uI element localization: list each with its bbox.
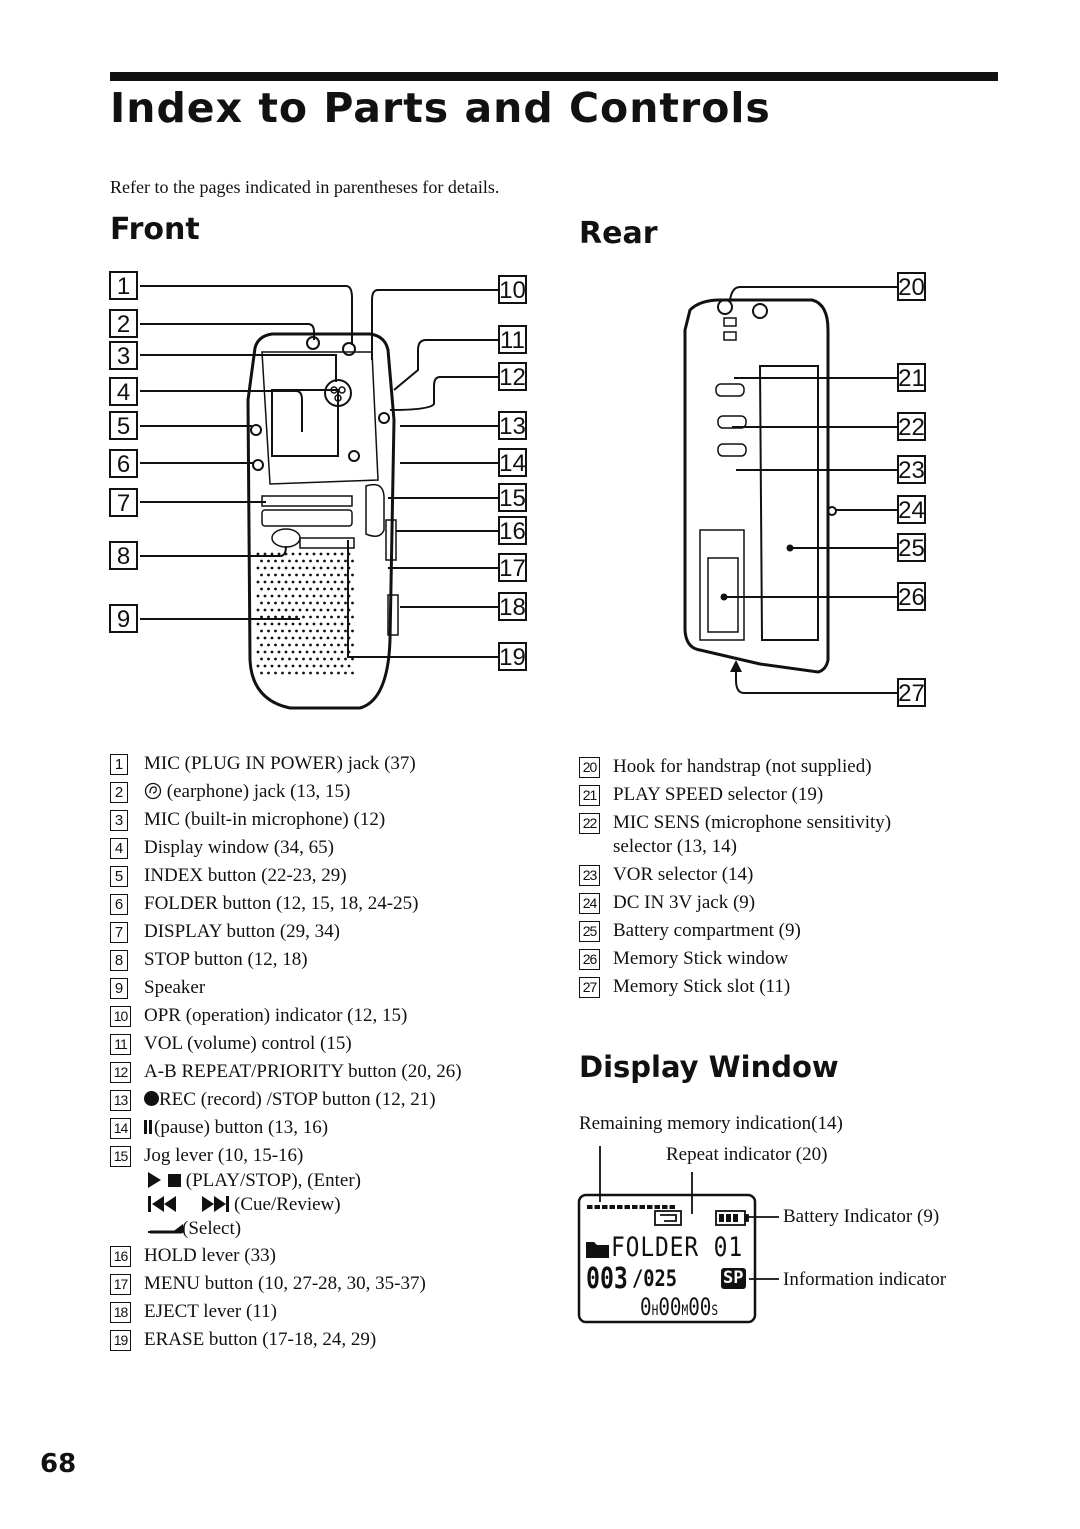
item-number: 2: [110, 782, 128, 803]
svg-text:23: 23: [898, 457, 925, 484]
item-number: 12: [110, 1062, 131, 1083]
item-number: 3: [110, 810, 128, 831]
item-number: 8: [110, 950, 128, 971]
svg-text:1: 1: [116, 273, 131, 300]
information-indicator-label: Information indicator: [783, 1269, 947, 1290]
item-number: 17: [110, 1274, 131, 1295]
svg-text:17: 17: [499, 555, 526, 582]
remaining-memory-label: Remaining memory indication(14): [579, 1113, 843, 1134]
item-number: 13: [110, 1090, 131, 1111]
svg-text:7: 7: [116, 490, 131, 517]
svg-text:9: 9: [116, 606, 131, 633]
svg-text:24: 24: [898, 497, 925, 524]
rear-parts-list: 20 Hook for handstrap (not supplied) 21 PLAY SPEED selector (19) 22 MIC SENS (microphone sensitivity) selector (13, 14) 23 VOR selector (14) 24 DC IN 3V jack (9) 25 Battery compartment (9) 26 Memory Stick window 27 Memory Stick slot (11): [579, 753, 999, 1013]
item-number: 20: [579, 757, 600, 778]
svg-text:4: 4: [116, 379, 131, 406]
list-item-continuation: selector (13, 14): [613, 836, 737, 857]
svg-text:26: 26: [898, 584, 925, 611]
svg-text:6: 6: [116, 451, 131, 478]
intro-text: Refer to the pages indicated in parentheses for details.: [110, 177, 500, 197]
item-number: 9: [110, 978, 128, 999]
svg-text:18: 18: [499, 594, 526, 621]
item-number: 25: [579, 921, 600, 942]
item-number: 7: [110, 922, 128, 943]
svg-text:14: 14: [499, 450, 526, 477]
svg-text:20: 20: [898, 274, 925, 301]
item-number: 15: [110, 1146, 131, 1167]
item-number: 26: [579, 949, 600, 970]
item-number: 23: [579, 865, 600, 886]
folder-icon: [586, 1242, 609, 1258]
item-number: 5: [110, 866, 128, 887]
lcd-time: 0H00M00S: [640, 1293, 719, 1321]
item-number: 27: [579, 977, 600, 998]
svg-text:5: 5: [116, 413, 131, 440]
item-number: 6: [110, 894, 128, 915]
item-number: 22: [579, 813, 600, 834]
item-number: 1: [110, 754, 128, 775]
svg-text:22: 22: [898, 414, 925, 441]
item-number: 10: [110, 1006, 131, 1027]
lcd-folder-text: FOLDER 01: [611, 1232, 744, 1263]
svg-text:11: 11: [500, 327, 525, 354]
lcd-mode-indicator: SP: [723, 1268, 744, 1288]
item-number: 14: [110, 1118, 131, 1139]
svg-text:12: 12: [499, 364, 526, 391]
svg-text:15: 15: [499, 485, 526, 512]
item-number: 21: [579, 785, 600, 806]
repeat-indicator-label: Repeat indicator (20): [666, 1144, 828, 1165]
front-parts-list: 1 MIC (PLUG IN POWER) jack (37) 2 (earphone) jack (13, 15) 3 MIC (built-in microphone) (12) 4 Display window (34, 65) 5 INDEX button (22-23, 29) 6 FOLDER button (12, 15, 18, 24-25) 7 DISPLAY button (29, 34) 8 STOP button (12, 18) 9 Speaker 10 OPR (operation) indicator (12, 15) 11 VOL (volume) control (15) 12 A-B REPEAT/PRIORITY button (20, 26) 13 REC (record) /STOP button (12, 21) 14 (pause) button (13, 16) 15 Jog lever (10, 15-16) (PLAY/STOP), (Enter) (Cue/Review) (Select) 16 HOLD lever (33) 17 MENU button (10, 27-28, 30, 35-37) 18 EJECT lever (11) 19 ERASE button (17-18, 24, 29): [110, 750, 550, 1360]
lcd-track-current: 003: [586, 1261, 628, 1295]
heading-rear: Rear: [579, 216, 658, 251]
jog-sub-select: (Select): [148, 1215, 241, 1243]
jog-sub-play-stop: (PLAY/STOP), (Enter): [148, 1167, 361, 1195]
svg-text:10: 10: [499, 277, 526, 304]
svg-text:16: 16: [499, 518, 526, 545]
item-number: 24: [579, 893, 600, 914]
svg-text:25: 25: [898, 535, 925, 562]
jog-sub-cue-review: (Cue/Review): [148, 1191, 341, 1219]
heading-display-window: Display Window: [579, 1050, 839, 1084]
svg-text:13: 13: [499, 413, 526, 440]
lcd-track-total: /025: [632, 1267, 678, 1292]
svg-text:19: 19: [499, 644, 526, 671]
svg-text:21: 21: [898, 365, 925, 392]
svg-text:3: 3: [116, 343, 131, 370]
item-number: 11: [110, 1034, 131, 1055]
page-title: Index to Parts and Controls: [110, 84, 771, 132]
heading-front: Front: [110, 212, 200, 247]
item-number: 19: [110, 1330, 131, 1351]
page-number: 68: [40, 1449, 77, 1479]
battery-indicator-label: Battery Indicator (9): [783, 1206, 940, 1227]
svg-text:2: 2: [116, 311, 131, 338]
svg-text:27: 27: [898, 680, 925, 707]
svg-text:8: 8: [116, 543, 131, 570]
item-number: 18: [110, 1302, 131, 1323]
item-number: 16: [110, 1246, 131, 1267]
item-number: 4: [110, 838, 128, 859]
